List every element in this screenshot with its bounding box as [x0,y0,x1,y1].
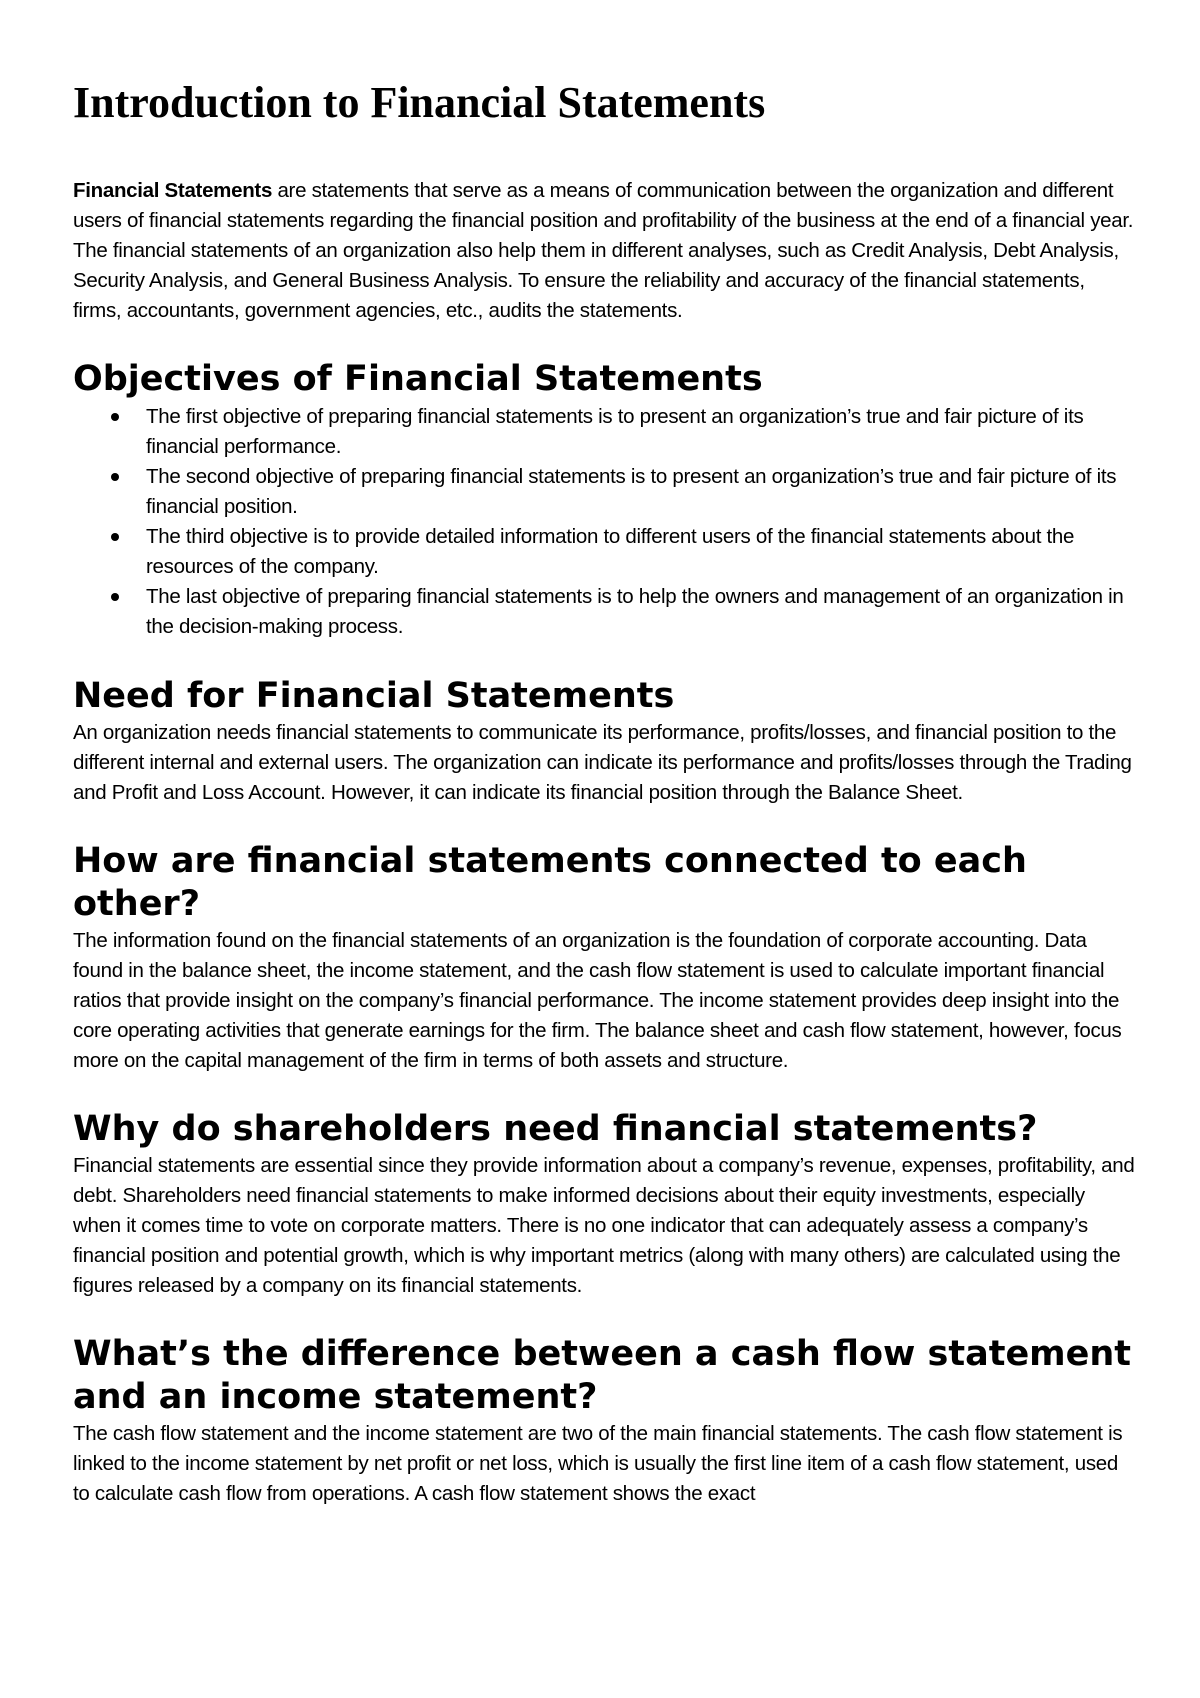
list-item-text: The second objective of preparing financial statements is to present an organization’s true and fair picture of its financial position. [146,465,1117,518]
section-heading: How are financial statements connected to each other? [73,841,1027,924]
bullet-icon [111,413,119,421]
bullet-icon [111,593,119,601]
list-item [73,402,1138,462]
section-objectives [73,358,1138,642]
section-heading: What’s the difference between a cash flow statement and an income statement? [73,1334,1132,1417]
section-heading: Need for Financial Statements [73,676,675,716]
document-page [73,74,1138,1509]
section-body: The cash flow statement and the income statement are two of the main financial statements. The cash flow statement is linked to the income statement by net profit or net loss, which is usually the first line item of a cash flow statement, used to calculate cash flow from operations. A cash flow statement shows the exact [73,1422,1123,1505]
bullet-icon [111,473,119,481]
section-connected [73,840,1138,1076]
list-item-text: The last objective of preparing financial statements is to help the owners and management of an organization in the decision-making process. [146,585,1124,638]
section-body: An organization needs financial statements to communicate its performance, profits/losses, and financial position to the different internal and external users. The organization can indicate its performance and profits/losses through the Trading and Profit and Loss Account. However, it can indicate its financial position through the Balance Sheet. [73,721,1132,804]
section-body: Financial statements are essential since they provide information about a company’s revenue, expenses, profitability, and debt. Shareholders need financial statements to make informed decisions about their equity investments, especially when it comes time to vote on corporate matters. There is no one indicator that can adequately assess a company’s financial position and potential growth, which is why important metrics (along with many others) are calculated using the figures released by a company on its financial statements. [73,1154,1135,1297]
objectives-list [73,402,1138,642]
section-body: The information found on the financial statements of an organization is the foundation of corporate accounting. Data found in the balance sheet, the income statement, and the cash flow statement is used to calculate important financial ratios that provide insight on the company’s financial performance. The income statement provides deep insight into the core operating activities that generate earnings for the firm. The balance sheet and cash flow statement, however, focus more on the capital management of the firm in terms of both assets and structure. [73,929,1122,1072]
intro-lead-term: Financial Statements [73,179,273,202]
list-item [73,462,1138,522]
section-shareholders [73,1108,1138,1301]
intro-text: are statements that serve as a means of communication between the organization and different users of financial statements regarding the financial position and profitability of the business at the end of a financial year. The financial statements of an organization also help them in different analyses, such as Credit Analysis, Debt Analysis, Security Analysis, and General Business Analysis. To ensure the reliability and accuracy of the financial statements, firms, accountants, government agencies, etc., audits the statements. [73,179,1134,322]
intro-paragraph [73,176,1138,326]
bullet-icon [111,533,119,541]
list-item [73,522,1138,582]
list-item-text: The first objective of preparing financial statements is to present an organization’s true and fair picture of its financial performance. [146,405,1084,458]
section-difference [73,1333,1138,1509]
document-title: Introduction to Financial Statements [73,78,766,127]
section-need [73,675,1138,808]
list-item-text: The third objective is to provide detailed information to different users of the financial statements about the resources of the company. [146,525,1075,578]
list-item [73,582,1138,642]
section-heading: Why do shareholders need financial statements? [73,1109,1038,1149]
section-heading: Objectives of Financial Statements [73,359,763,399]
